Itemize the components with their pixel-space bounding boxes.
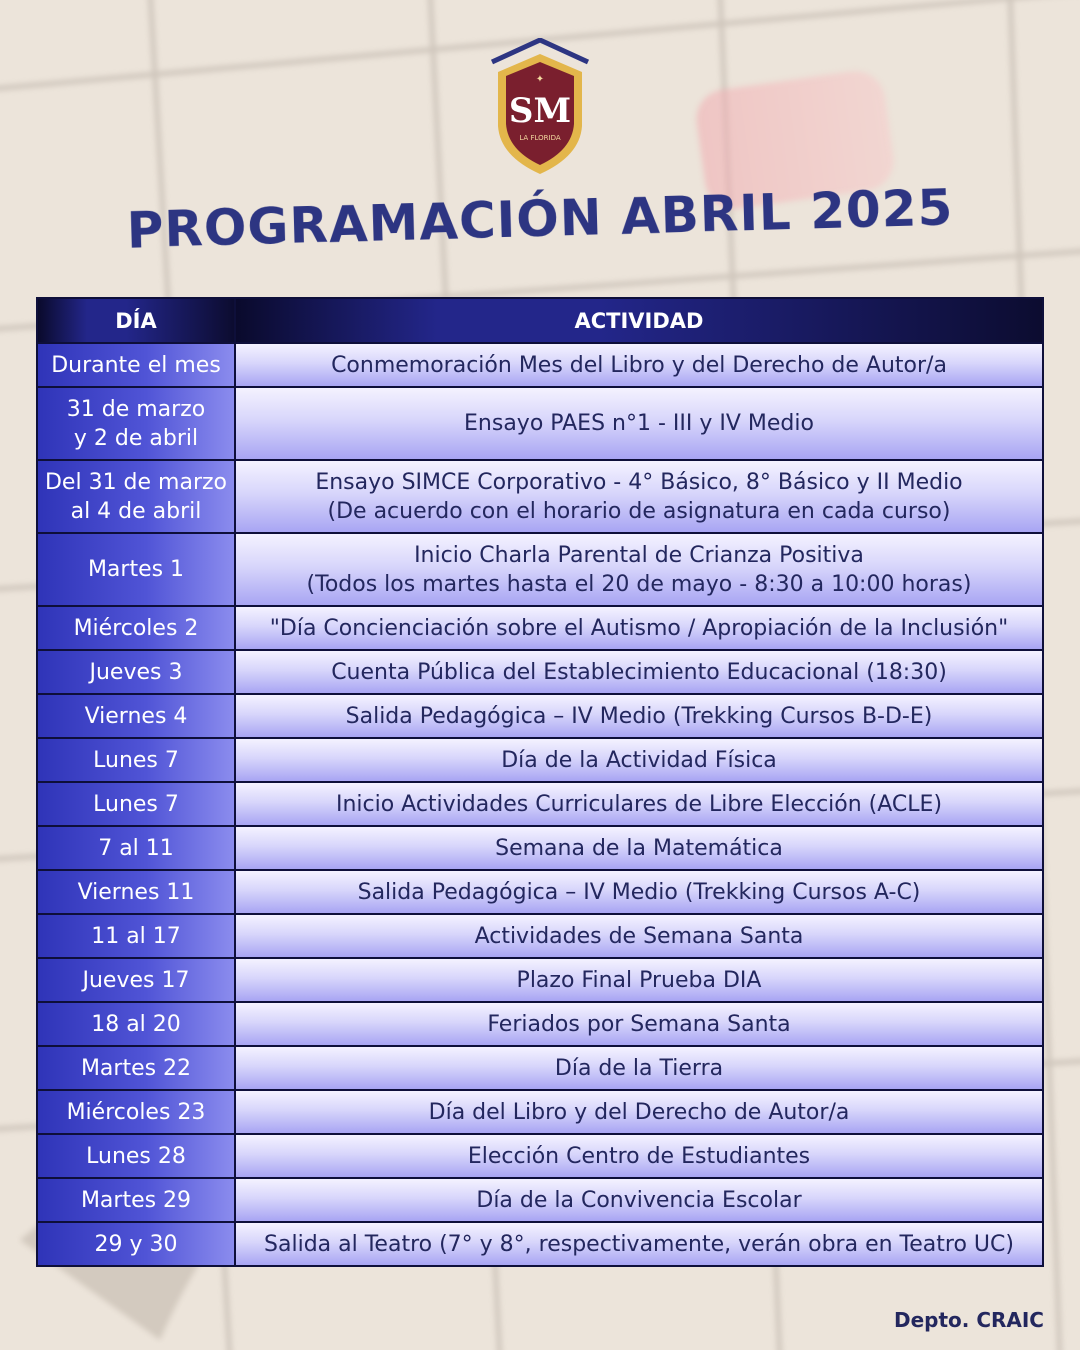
day-cell: Miércoles 23 [37, 1090, 235, 1134]
table-row [37, 738, 1043, 782]
day-cell: 7 al 11 [37, 826, 235, 870]
day-cell: 18 al 20 [37, 1002, 235, 1046]
table-row [37, 782, 1043, 826]
logo-caption: LA FLORIDA [519, 134, 561, 142]
activity-cell: Inicio Charla Parental de Crianza Positiva (Todos los martes hasta el 20 de mayo - 8:30 a 10:00 horas) [235, 533, 1043, 606]
table-header-row [37, 298, 1043, 343]
school-crest-logo [490, 38, 590, 178]
column-header-activity: ACTIVIDAD [235, 298, 1043, 343]
table-row [37, 958, 1043, 1002]
day-cell: Del 31 de marzo al 4 de abril [37, 460, 235, 533]
table-row [37, 1134, 1043, 1178]
activity-cell: Plazo Final Prueba DIA [235, 958, 1043, 1002]
day-cell: Durante el mes [37, 343, 235, 387]
activity-cell: Feriados por Semana Santa [235, 1002, 1043, 1046]
table-row [37, 606, 1043, 650]
schedule-table [36, 297, 1044, 1267]
activity-cell: Actividades de Semana Santa [235, 914, 1043, 958]
day-cell: Martes 22 [37, 1046, 235, 1090]
table-row [37, 1002, 1043, 1046]
table-row [37, 870, 1043, 914]
day-cell: Viernes 11 [37, 870, 235, 914]
table-row [37, 914, 1043, 958]
activity-cell: Salida al Teatro (7° y 8°, respectivamente, verán obra en Teatro UC) [235, 1222, 1043, 1266]
activity-cell: Salida Pedagógica – IV Medio (Trekking Cursos B-D-E) [235, 694, 1043, 738]
table-row [37, 694, 1043, 738]
table-row [37, 460, 1043, 533]
page-title: PROGRAMACIÓN ABRIL 2025 [125, 178, 955, 260]
sparkle-icon: ✦ [535, 74, 545, 85]
day-cell: Jueves 17 [37, 958, 235, 1002]
activity-cell: Día de la Actividad Física [235, 738, 1043, 782]
table-row [37, 826, 1043, 870]
table-row [37, 1090, 1043, 1134]
table-row [37, 1222, 1043, 1266]
day-cell: 11 al 17 [37, 914, 235, 958]
table-row [37, 343, 1043, 387]
day-cell: Lunes 7 [37, 738, 235, 782]
table-row [37, 1178, 1043, 1222]
activity-cell: Conmemoración Mes del Libro y del Derecho de Autor/a [235, 343, 1043, 387]
day-cell: 31 de marzo y 2 de abril [37, 387, 235, 460]
table-row [37, 1046, 1043, 1090]
day-cell: Lunes 28 [37, 1134, 235, 1178]
day-cell: Martes 29 [37, 1178, 235, 1222]
activity-cell: Día de la Convivencia Escolar [235, 1178, 1043, 1222]
footer-credit: Depto. CRAIC [893, 1308, 1044, 1332]
activity-cell: Salida Pedagógica – IV Medio (Trekking Cursos A-C) [235, 870, 1043, 914]
activity-cell: Inicio Actividades Curriculares de Libre Elección (ACLE) [235, 782, 1043, 826]
activity-cell: Ensayo PAES n°1 - III y IV Medio [235, 387, 1043, 460]
table-row [37, 387, 1043, 460]
day-cell: Jueves 3 [37, 650, 235, 694]
activity-cell: Elección Centro de Estudiantes [235, 1134, 1043, 1178]
table-row [37, 533, 1043, 606]
day-cell: 29 y 30 [37, 1222, 235, 1266]
schedule-body [37, 343, 1043, 1266]
table-row [37, 650, 1043, 694]
day-cell: Viernes 4 [37, 694, 235, 738]
column-header-day: DÍA [37, 298, 235, 343]
activity-cell: Semana de la Matemática [235, 826, 1043, 870]
activity-cell: Ensayo SIMCE Corporativo - 4° Básico, 8° Básico y II Medio (De acuerdo con el horario de asignatura en cada curso) [235, 460, 1043, 533]
day-cell: Lunes 7 [37, 782, 235, 826]
activity-cell: Día del Libro y del Derecho de Autor/a [235, 1090, 1043, 1134]
activity-cell: Cuenta Pública del Establecimiento Educacional (18:30) [235, 650, 1043, 694]
activity-cell: Día de la Tierra [235, 1046, 1043, 1090]
logo-monogram: SM [508, 91, 572, 131]
day-cell: Miércoles 2 [37, 606, 235, 650]
day-cell: Martes 1 [37, 533, 235, 606]
activity-cell: "Día Concienciación sobre el Autismo / Apropiación de la Inclusión" [235, 606, 1043, 650]
